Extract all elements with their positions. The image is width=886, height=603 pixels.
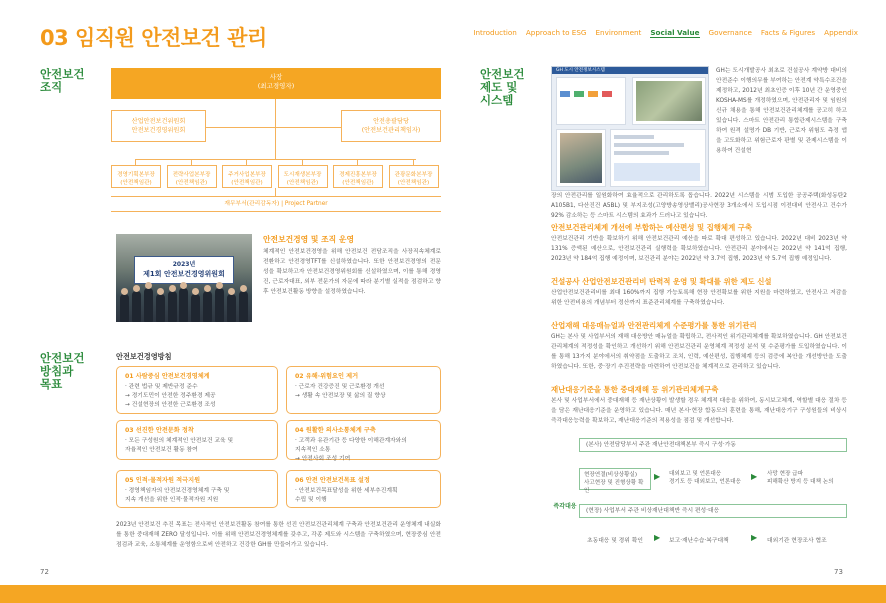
policy-item — [286, 470, 441, 508]
nav-item-4[interactable]: Governance — [708, 28, 752, 37]
flow-box-3: 사망 현장 급파 피해확산 방지 등 대책 논의 — [763, 468, 847, 490]
system-block-title: 산업재해 대응매뉴얼과 안전관리체계 수준평가를 통한 위기관리 — [551, 321, 757, 330]
flow-row-2: (현장) 사업부서 주관 비상재난대책반 즉시 편성·대응 — [579, 504, 847, 518]
policy-item-body: · 고객과 유관기관 등 다양한 이해관계자와의 지속적인 소통 → 안전사회 조성 기여 — [295, 438, 407, 462]
committee-photo — [116, 234, 252, 322]
org-dept-box: 관광문화본부장 (안전책임관) — [389, 165, 439, 188]
policy-footer-text: 2023년 안전보건 추진 목표는 전사적인 안전보건활동 참여를 통한 선진 안전보건관리체계 구축과 안전보건관리 운영체계 내실화를 통한 중대재해 ZERO 달성입니다. 이를 위해 안전보건경영체계를 갖추고, 각종 제도와 시스템을 구축하였으며, 현장중심 안전 점검과 교육, 소통체계를 운영함으로써 안전하고 건강한 GH를 만들어가고 있습니다. — [116, 522, 441, 548]
page-title: 03 임직원 안전보건 관리 — [40, 26, 267, 50]
org-partner-bar: 재무부서(관리감독자) | Project Partner — [111, 196, 441, 212]
system-intro-bottom: 장의 안전관리를 일원화하여 효율적으로 관리하도록 돕습니다. 2022년 시스템을 시범 도입한 공공주택(화성동탄2 A105B1, 다산진건 A5BL) 및 부지조성(고양방송영상밸리)공사현장 3개소에서 도입시점 이전대비 안전사고 건수가 92% 감소하는 등 스마트 시스템의 효과가 드러나고 있습니다. — [551, 193, 847, 219]
system-section-title: 안전보건 제도 및 시스템 — [480, 67, 525, 107]
committee-people — [116, 282, 252, 322]
committee-title: 안전보건경영 및 조직 운영 — [263, 235, 354, 244]
screenshot-chip-3 — [588, 91, 598, 97]
top-nav — [473, 28, 858, 38]
committee-text: 체계적인 안전보건경영을 위해 안전보건 전담조직을 사장직속체계로 전환하고 안전경영TFT를 신설하였습니다. 또한 안전보건경영의 전문성을 확보하고자 안전보건경영위원회를 신설하였으며, 이를 통해 경영진, 근로자대표, 외부 전문가의 자문에 따라 분기별 실적을 점검하고 향후 안전보건활동 방향을 설정하였습니다. — [263, 249, 441, 295]
policy-item-title: 04 원활한 의사소통체계 구축 — [295, 427, 376, 434]
system-block-text: 본사 및 사업부서에서 중대재해 등 재난상황이 발생할 경우 체계적 대응을 위하여, 동시보고체계, 역할별 대응 절차 등을 담은 재난대응기준을 운영하고 있습니다. 매년 본사·현장 합동모의 훈련을 통해, 재난대응기구 구성원들의 비상시 즉각대응능력을 확보하고, 재난대응기준의 적용성을 점검 및 개선합니다. — [551, 398, 847, 424]
org-committee-box: 산업안전보건위원회 안전보건경영위원회 — [111, 110, 206, 142]
person-figure — [215, 288, 224, 322]
org-dept-box: 전략사업본부장 (안전책임관) — [167, 165, 217, 188]
flow-step-1: 초동대응 및 경위 확인 — [587, 538, 643, 544]
nav-item-2[interactable]: Environment — [595, 28, 642, 37]
screenshot-caption: GH 도시 안전정보시스템 — [556, 68, 605, 73]
screenshot-map — [636, 81, 702, 121]
person-figure — [132, 291, 141, 322]
flow-arrow-3: ▶ — [654, 533, 661, 542]
policy-item-title: 06 안전 안전보건목표 설정 — [295, 477, 370, 484]
screenshot-chip-2 — [574, 91, 584, 97]
system-block-text: 안전보건관리 기반을 확보하기 위해 안전보건관리 예산을 따로 확대 편성하고 있습니다. 2022년 대비 2023년 약 131% 증액된 예산으로, 안전보건관리 실행력을 확보하였습니다. 안전관리 분야에서는 2022년 약 141억 집행, 2023년 약 184억 집행 예정이며, 보건관리 분야는 2022년 약 3.7억 집행, 2023년 약 5.7억 집행 예정입니다. — [551, 236, 847, 262]
org-safety-head-box: 안전총괄담당 (안전보건관리책임자) — [341, 110, 441, 142]
banner-title: 제1회 안전보건경영위원회 — [143, 270, 225, 278]
banner-year: 2023년 — [172, 261, 196, 268]
nav-item-5[interactable]: Facts & Figures — [760, 28, 816, 37]
org-line-partner — [275, 188, 276, 196]
page-number-right: 73 — [834, 568, 843, 576]
person-figure — [203, 291, 212, 322]
system-intro-top: GH는 도시개발공사 최초로 건설공사 계약방 대비의 안전준수 이행의무를 부여하는 안전계 약특수조건을 제정하고, 2012년 최초인증 이후 10년 간 운영중인 KOSHA-MS를 개정하였으며, 안전관리자 및 임원의 신규 채용을 통해 안전보건관리체계를 공고히 하고 있습니다. 스마트 안전관리 통합관제시스템을 구축하여 원격 설명가 DB 기반, 근로자 위험도 측정 앱을 고도화하고 위험근로자 판별 및 관제시스템을 이용하여 건설현 — [716, 68, 847, 154]
flow-box-1: 현장연결(비상상황실) 사고현장 및 진형상황 확인 — [579, 468, 651, 490]
policy-item-body: · 모든 구성원의 체계적인 안전보건 교육 및 자율적인 안전보건 활동 참여 — [125, 438, 234, 453]
nav-item-3[interactable]: Social Value — [650, 28, 700, 37]
policy-item — [286, 366, 441, 414]
person-figure — [168, 291, 177, 322]
screenshot-photo — [560, 133, 602, 183]
org-dept-box: 도시재생본부장 (안전책임관) — [278, 165, 328, 188]
system-screenshot — [551, 66, 709, 191]
org-dept-box: 주거사업본부장 (안전책임관) — [222, 165, 272, 188]
system-block-title: 재난대응기준을 통한 중대재해 등 위기관리체계구축 — [551, 385, 719, 394]
policy-item — [116, 366, 278, 414]
screenshot-chip-1 — [560, 91, 570, 97]
policy-item-title: 01 사람중심 안전보건경영체계 — [125, 373, 210, 380]
policy-item-body: · 관련 법규 및 제반규정 준수 → 경기도민이 안전한 정주환경 제공 → 건설현장의 안전한 근로환경 조성 — [125, 384, 216, 408]
person-figure — [120, 294, 129, 322]
committee-banner — [134, 256, 234, 284]
policy-item — [116, 420, 278, 460]
org-dept-box: 경제진흥본부장 (안전책임관) — [333, 165, 383, 188]
policy-item-title: 03 선진한 안전문화 정착 — [125, 427, 194, 434]
screenshot-line-2 — [614, 143, 684, 147]
policy-item-title: 02 유해·위험요인 제거 — [295, 373, 359, 380]
org-dept-box: 경영기획본부장 (안전책임관) — [111, 165, 161, 188]
policy-section-title: 안전보건 방침과 목표 — [40, 351, 85, 391]
screenshot-panel — [614, 163, 700, 181]
system-block-text: 산업안전보건관리비를 최대 160%까지 집행 가능토록해 현장 안전확보를 위한 지원을 마련하였고, 안전사고 저감을 위한 안전비용의 개념부터 정산까지 표준관리체계를 구축하였습니다. — [551, 290, 847, 306]
person-figure — [227, 294, 236, 322]
screenshot-line-1 — [614, 135, 654, 139]
screenshot-line-3 — [614, 151, 669, 155]
policy-item-title: 05 인적·물적자원 적극지원 — [125, 477, 201, 484]
flow-row-1: (본사) 안전담당부서 주관 재난안전대책본부 즉시 구성·가동 — [579, 438, 847, 452]
org-line-main — [275, 99, 276, 159]
org-section-title: 안전보건 조직 — [40, 67, 85, 94]
flow-arrow-4: ▶ — [751, 533, 758, 542]
nav-item-0[interactable]: Introduction — [473, 28, 517, 37]
person-figure — [144, 288, 153, 322]
person-figure — [179, 288, 188, 322]
response-flow — [551, 438, 847, 558]
flow-box-2: 대외보고 및 언론대응 경기도 등 대외보고, 언론대응 — [665, 468, 751, 490]
screenshot-chip-4 — [602, 91, 612, 97]
policy-item-body: · 근로자 건강증진 및 근로환경 개선 → 생활 속 안전보장 및 삶의 질 향상 — [295, 384, 386, 399]
policy-label: 안전보건경영방침 — [116, 352, 172, 361]
person-figure — [191, 294, 200, 322]
org-ceo-box: 사장 (최고경영자) — [111, 68, 441, 99]
screenshot-card-1 — [556, 77, 626, 125]
person-figure — [156, 294, 165, 322]
nav-item-6[interactable]: Appendix — [824, 28, 858, 37]
system-block-title: 건설공사 산업안전보건관리비 탄력적 운영 및 확대를 위한 제도 신설 — [551, 277, 772, 286]
system-block-title: 안전보건관리체계 개선에 부합하는 예산편성 및 집행체계 구축 — [551, 223, 753, 232]
policy-item-body: · 안전보건목표달성을 위한 세부추진계획 수립 및 이행 — [295, 488, 398, 503]
page-number-left: 72 — [40, 568, 49, 576]
policy-item — [116, 470, 278, 508]
policy-item-body: · 경영책임자의 안전보건경영체계 구축 및 지속 개선을 위한 인적·물적자원 지원 — [125, 488, 230, 503]
footer-bar — [0, 585, 886, 603]
flow-arrow-1: ▶ — [654, 472, 661, 481]
flow-arrow-2: ▶ — [751, 472, 758, 481]
person-figure — [239, 291, 248, 322]
flow-step-3: 대외기관 현장조사 협조 — [767, 538, 827, 544]
org-line-dept — [135, 159, 416, 160]
nav-item-1[interactable]: Approach to ESG — [525, 28, 587, 37]
flow-side-label: 즉각대응 — [553, 502, 577, 510]
system-block-text: GH는 본사 및 사업부서의 재해 대응방안 매뉴얼을 확립하고, 전사적인 위기관리체계를 확보하였습니다. GH 안전보건관리체계의 적정성을 확인하고 개선하기 위해 안전보건관리 운영체계 적정성 분석 및 수준평가를 도입하였습니다. 이를 통해 13가지 분야에서의 취약점을 도출하고 조치, 인력, 예산편성, 집행체계 등의 검증에 복안을 개선방안을 도출하였습니다. 또한, 중·장기 추진전략을 마련하여 안전보건을 체계적으로 관리하고 있습니다. — [551, 334, 847, 370]
policy-item — [286, 420, 441, 460]
flow-step-2: 보고·재난수습·복구대책 — [669, 538, 729, 544]
